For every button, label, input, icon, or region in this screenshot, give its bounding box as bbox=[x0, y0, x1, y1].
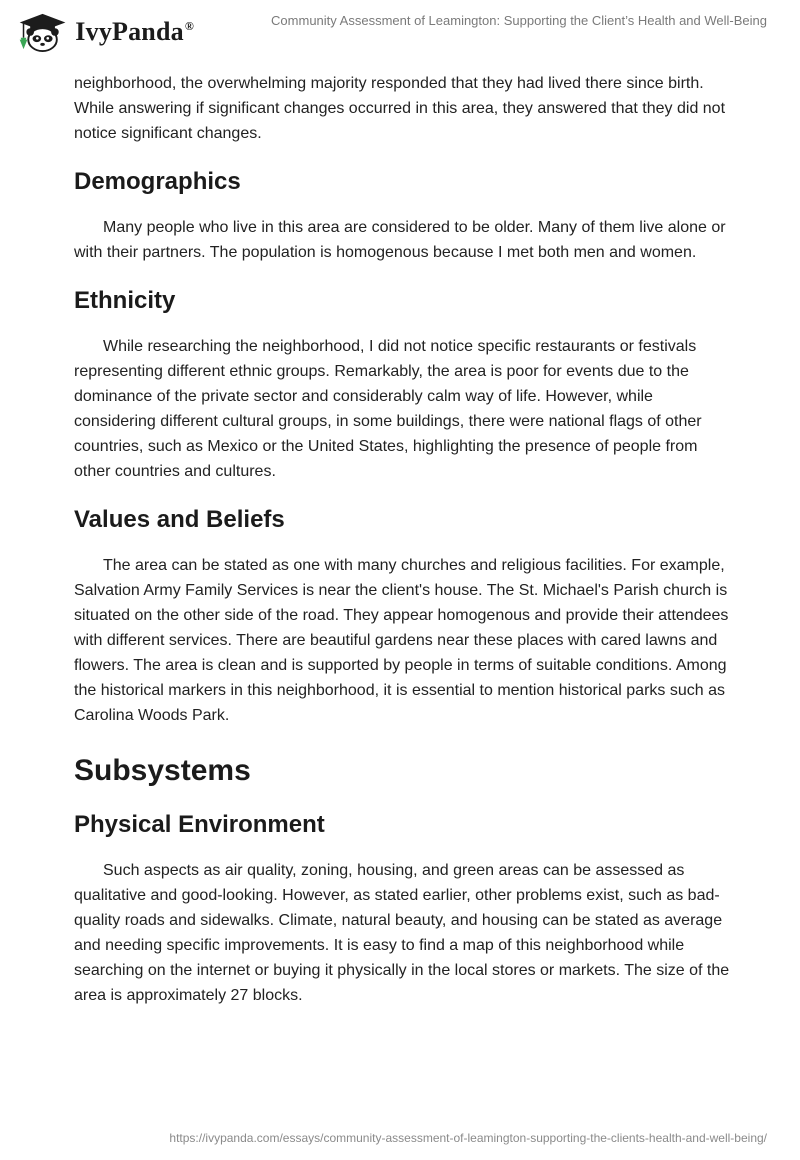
page-header bbox=[0, 0, 800, 70]
physical-environment-heading: Physical Environment bbox=[74, 811, 325, 838]
brand-name: IvyPanda® bbox=[75, 17, 194, 46]
ivypanda-logo[interactable] bbox=[14, 8, 194, 56]
physical-environment-paragraph: Such aspects as air quality, zoning, housing, and green areas can be assessed as qualitative and good-looking. However, as stated earlier, other problems exist, such as bad-quality roads and sidewalks. Climate, natural beauty, and housing can be stated as average and needing specific improvements. It is easy to find a map of this neighborhood while searching on the internet or buying it physically in the local stores or markets. The size of the area is approximately 27 blocks. bbox=[74, 862, 730, 1004]
subsystems-heading: Subsystems bbox=[74, 754, 251, 787]
registered-mark: ® bbox=[184, 19, 194, 34]
values-beliefs-paragraph: The area can be stated as one with many churches and religious facilities. For example, Salvation Army Family Services is near the client's house. The St. Michael's Parish church is situated on the other side of the road. They appear homogenous and provide their attendees with different services. There are beautiful gardens near these places with cared lawns and flowers. The area is clean and is supported by people in terms of suitable conditions. Among the historical markers in this neighborhood, it is essential to mention historical parks such as Carolina Woods Park. bbox=[74, 557, 729, 724]
panda-graduation-cap-icon bbox=[14, 10, 67, 54]
demographics-heading: Demographics bbox=[74, 168, 241, 195]
essay-body bbox=[74, 71, 730, 1008]
ethnicity-paragraph: While researching the neighborhood, I did not notice specific restaurants or festivals representing different ethnic groups. Remarkably, the area is poor for events due to the dominance of the private sector and considerably calm way of life. However, while considering different cultural groups, in some buildings, there were national flags of other countries, such as Mexico or the United States, highlighting the presence of people from other countries and cultures. bbox=[74, 338, 702, 480]
source-url[interactable]: https://ivypanda.com/essays/community-assessment-of-leamington-supporting-the-clients-health-and-well-being/ bbox=[169, 1131, 767, 1145]
demographics-paragraph: Many people who live in this area are considered to be older. Many of them live alone or with their partners. The population is homogenous because I met both men and women. bbox=[74, 219, 726, 261]
intro-paragraph: neighborhood, the overwhelming majority responded that they had lived there since birth. While answering if significant changes occurred in this area, they answered that they did not notice significant changes. bbox=[74, 75, 726, 142]
ethnicity-heading: Ethnicity bbox=[74, 287, 176, 314]
document-title: Community Assessment of Leamington: Supporting the Client’s Health and Well-Being bbox=[271, 13, 767, 28]
values-beliefs-heading: Values and Beliefs bbox=[74, 506, 285, 533]
